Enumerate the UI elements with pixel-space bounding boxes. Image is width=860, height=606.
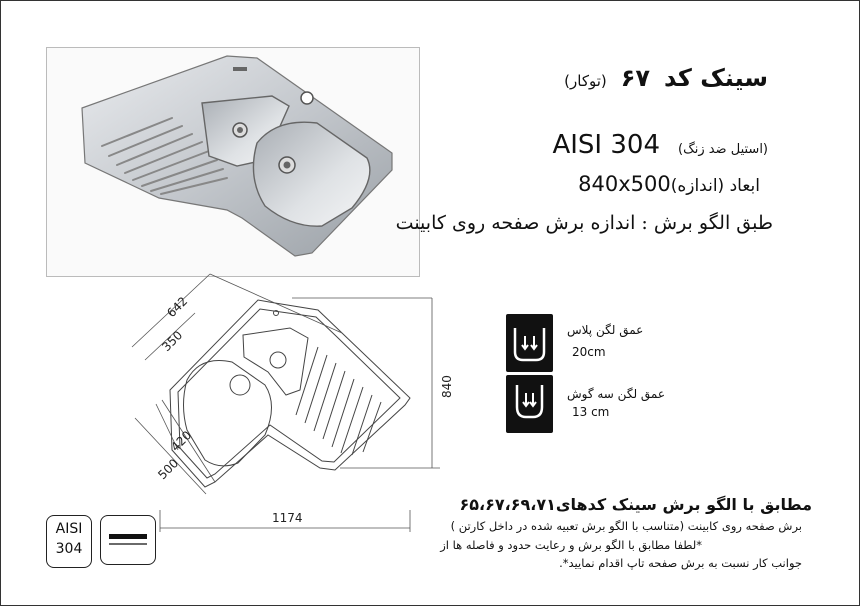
material-grade: AISI 304 xyxy=(552,130,660,160)
dim-840: 840 xyxy=(440,375,454,398)
depth-label-1: عمق لگن پلاس xyxy=(567,323,644,337)
dim-500: 500 xyxy=(155,456,182,483)
depth-value-1: 20cm xyxy=(572,345,606,359)
aisi-badge-top: AISI xyxy=(55,521,83,537)
thickness-icon xyxy=(100,515,156,565)
large-bowl xyxy=(184,360,272,465)
small-bowl xyxy=(243,328,308,395)
dimensions-label: ابعاد (اندازه) xyxy=(670,176,760,196)
dim-1174: 1174 xyxy=(272,511,303,525)
notes-line-2: *لطفا مطابق با الگو برش و رعایت حدود و فاصله ها از xyxy=(440,538,702,552)
cut-guide-text: طبق الگو برش : اندازه برش صفحه روی کابینت xyxy=(395,212,773,234)
aisi-badge-bottom: 304 xyxy=(55,541,83,557)
title-text: سینک کد xyxy=(664,64,768,92)
material-label: (استیل ضد زنگ) xyxy=(678,142,768,157)
dimensions-size: 840x500 xyxy=(578,172,671,196)
notes-line-3: جوانب کار نسبت به برش صفحه تاپ اقدام نمایید*. xyxy=(559,556,802,570)
drainboard-ribs xyxy=(296,347,381,455)
large-drain xyxy=(230,375,250,395)
dim-642: 642 xyxy=(164,294,191,321)
depth-value-2: 13 cm xyxy=(572,405,610,419)
dim-420: 420 xyxy=(168,428,195,455)
small-drain xyxy=(270,352,286,368)
aisi-badge xyxy=(46,515,92,568)
depth-label-2: عمق لگن سه گوش xyxy=(567,387,666,401)
notes-line-1: برش صفحه روی کابینت (متناسب با الگو برش تعبیه شده در داخل کارتن ) xyxy=(450,519,802,533)
triangle-bowl-icon xyxy=(506,375,553,433)
dim-350: 350 xyxy=(159,328,186,355)
mount-type: (توکار) xyxy=(564,72,607,90)
deep-bowl-icon xyxy=(506,314,553,372)
product-code: ۶۷ xyxy=(620,64,651,92)
notes-title: مطابق با الگو برش سینک کدهای۶۵،۶۷،۶۹،۷۱ xyxy=(459,495,812,514)
